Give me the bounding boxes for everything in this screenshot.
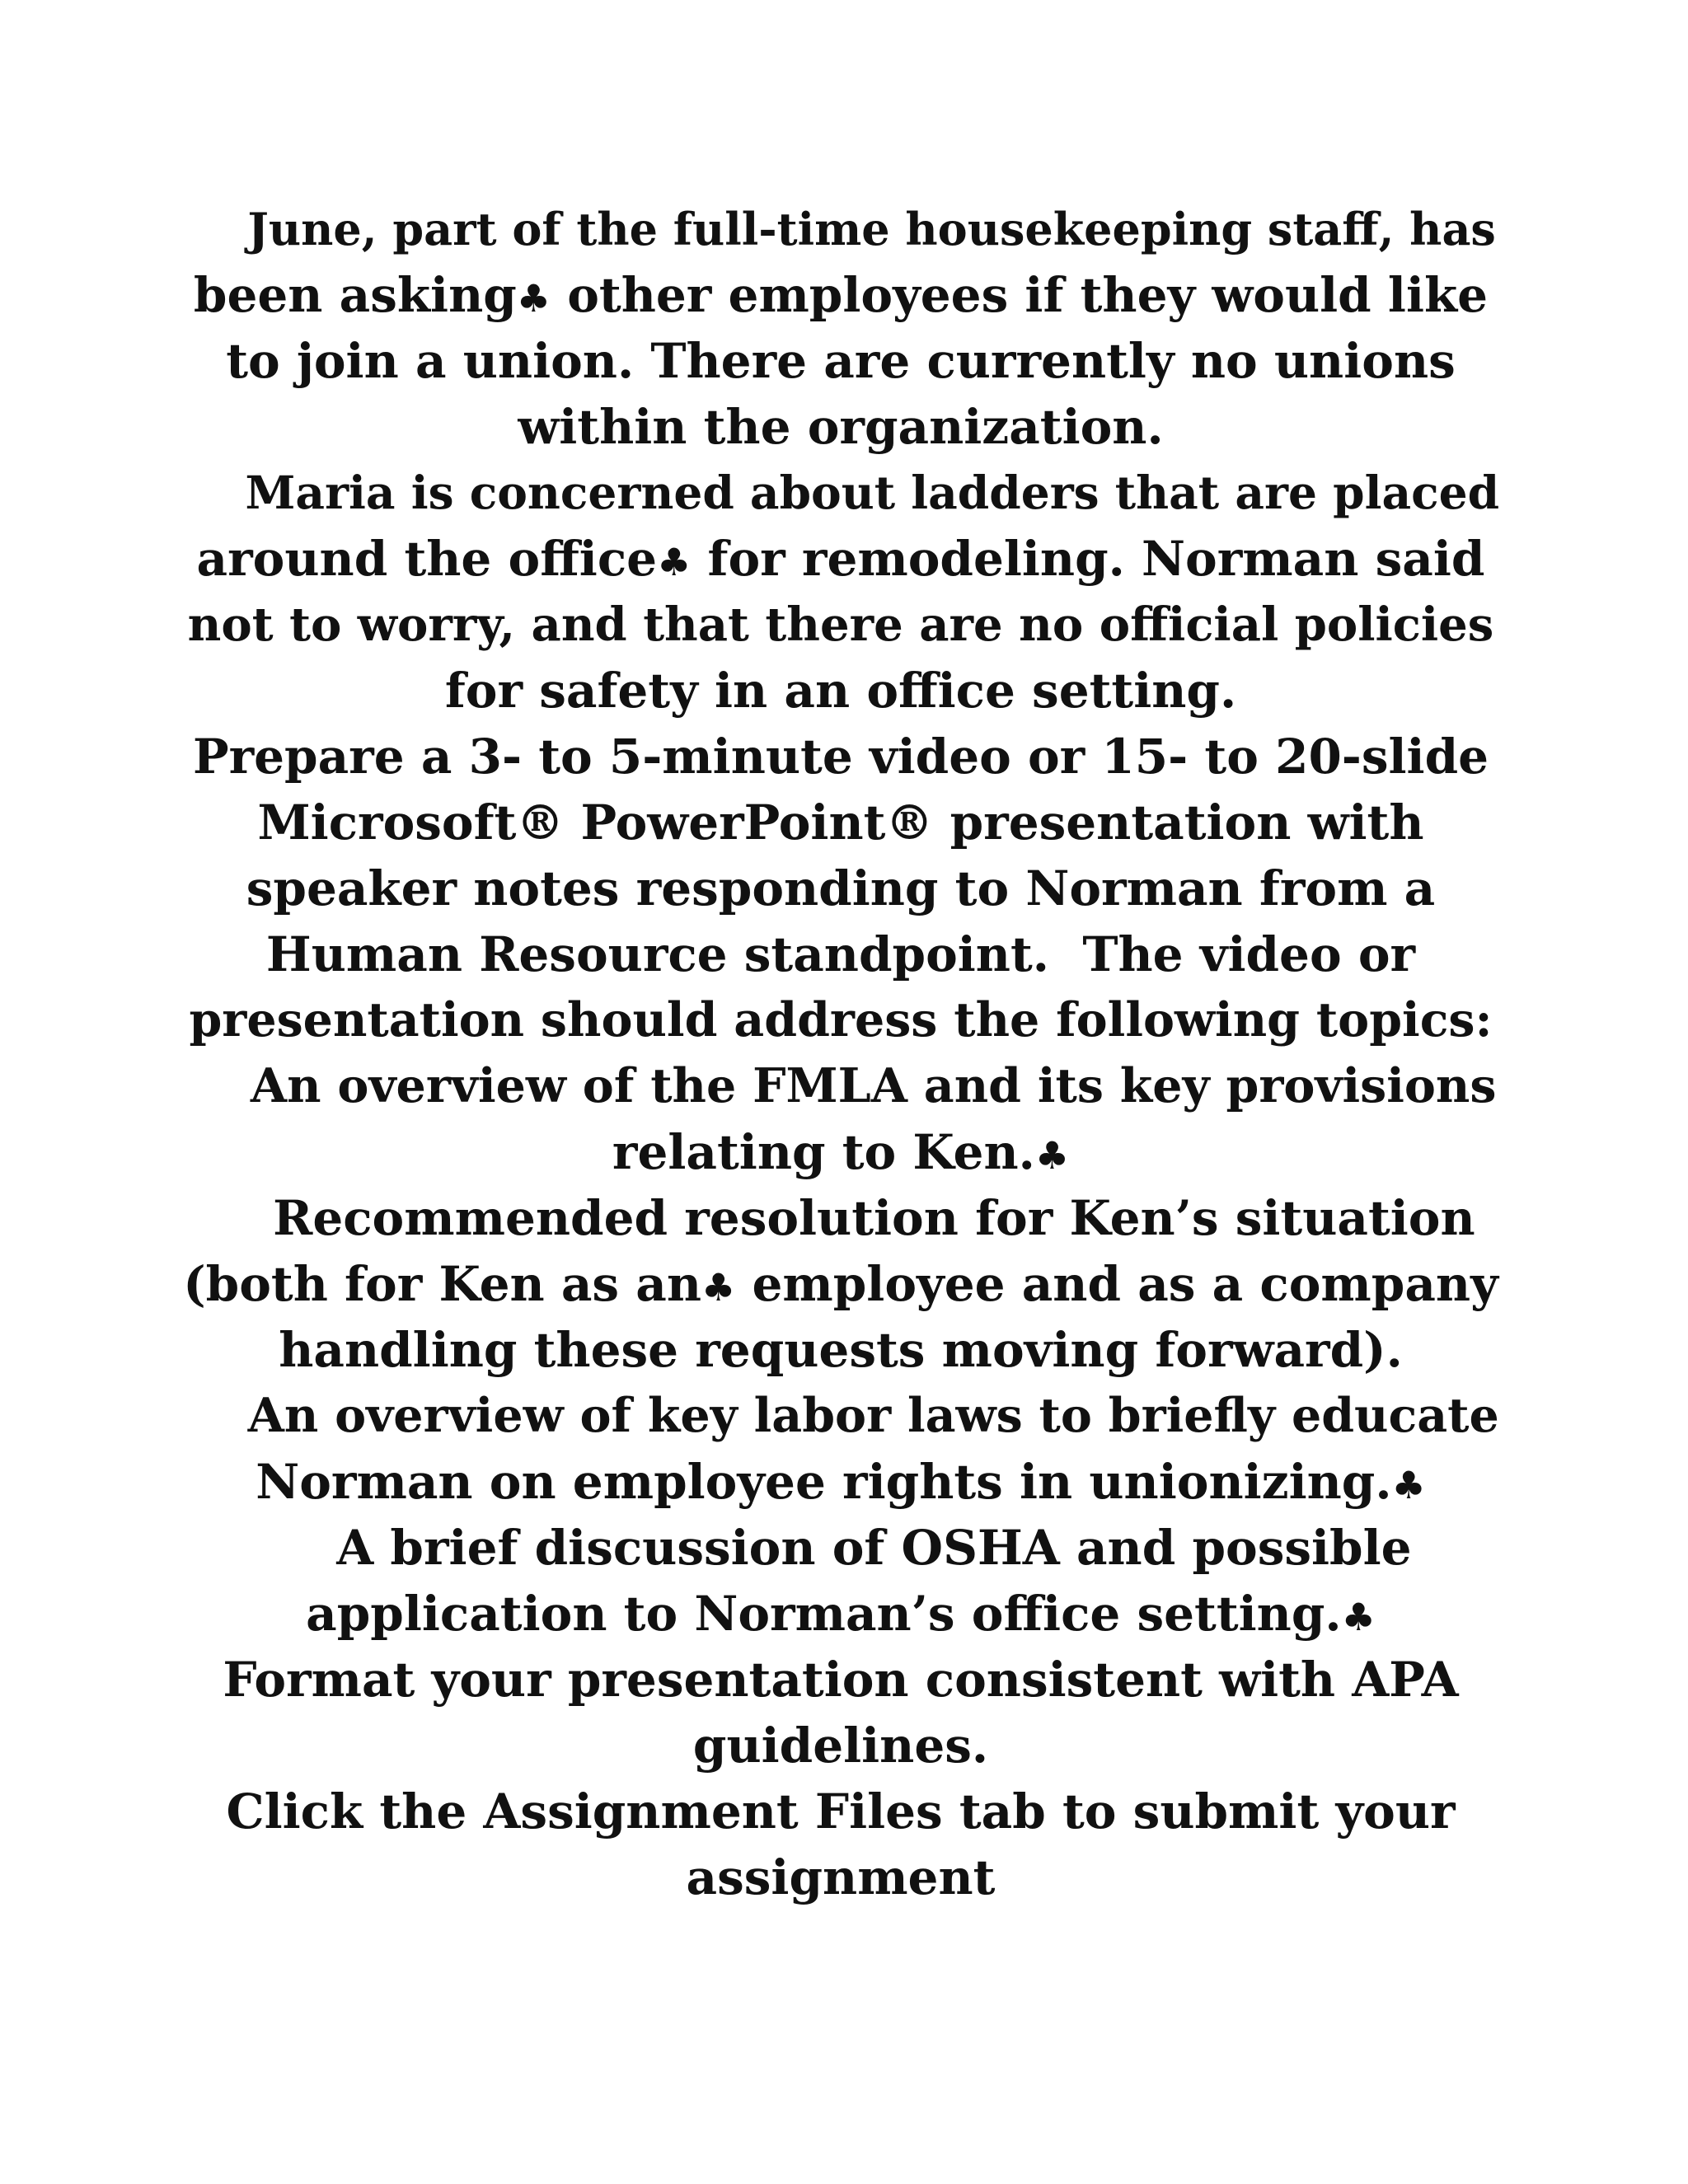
text-line-11: speaker notes responding to Norman from a bbox=[246, 860, 1436, 916]
text-line-20: Norman on employee rights in unionizing.♣ bbox=[256, 1454, 1426, 1510]
text-line-13: presentation should address the following topics: bbox=[189, 992, 1493, 1047]
text-line-15: relating to Ken.♣ bbox=[612, 1124, 1070, 1180]
text-line-9: Prepare a 3- to 5-minute video or 15- to 20-slide bbox=[192, 729, 1489, 785]
text-line-4: within the organization. bbox=[518, 399, 1164, 455]
text-line-26: assignment bbox=[686, 1849, 996, 1905]
text-line-1: June, part of the full-time housekeeping staff, has bbox=[185, 203, 1496, 255]
document-body bbox=[181, 196, 1500, 1910]
text-line-8: for safety in an office setting. bbox=[444, 663, 1237, 719]
text-line-21: A brief discussion of OSHA and possible bbox=[270, 1520, 1412, 1576]
text-line-22: application to Norman’s office setting.♣ bbox=[306, 1586, 1376, 1642]
club-icon: ♣ bbox=[1034, 1133, 1070, 1178]
text-line-7: not to worry, and that there are no official policies bbox=[187, 598, 1494, 652]
text-line-6: around the office♣ for remodeling. Norman said bbox=[196, 531, 1485, 587]
text-line-2: been asking♣ other employees if they would like bbox=[193, 267, 1489, 323]
text-line-24: guidelines. bbox=[692, 1718, 989, 1774]
text-line-5: Maria is concerned about ladders that are placed bbox=[181, 466, 1500, 519]
text-line-17: (both for Ken as an♣ employee and as a company bbox=[183, 1256, 1498, 1312]
text-line-23: Format your presentation consistent with APA bbox=[223, 1652, 1459, 1708]
text-line-25: Click the Assignment Files tab to submit your bbox=[226, 1783, 1456, 1840]
club-icon: ♣ bbox=[516, 276, 551, 321]
club-icon: ♣ bbox=[1341, 1595, 1376, 1639]
text-line-10: Microsoft® PowerPoint® presentation with bbox=[257, 794, 1424, 851]
club-icon: ♣ bbox=[1391, 1463, 1426, 1507]
text-line-3: to join a union. There are currently no unions bbox=[226, 333, 1456, 389]
text-line-14: An overview of the FMLA and its key provisions bbox=[185, 1058, 1497, 1113]
club-icon: ♣ bbox=[657, 540, 692, 584]
text-line-16: Recommended resolution for Ken’s situation bbox=[206, 1190, 1475, 1246]
text-line-19: An overview of key labor laws to briefly educate bbox=[182, 1388, 1499, 1443]
text-line-12: Human Resource standpoint. The video or bbox=[265, 926, 1416, 982]
text-line-18: handling these requests moving forward). bbox=[279, 1322, 1403, 1378]
club-icon: ♣ bbox=[701, 1265, 736, 1310]
